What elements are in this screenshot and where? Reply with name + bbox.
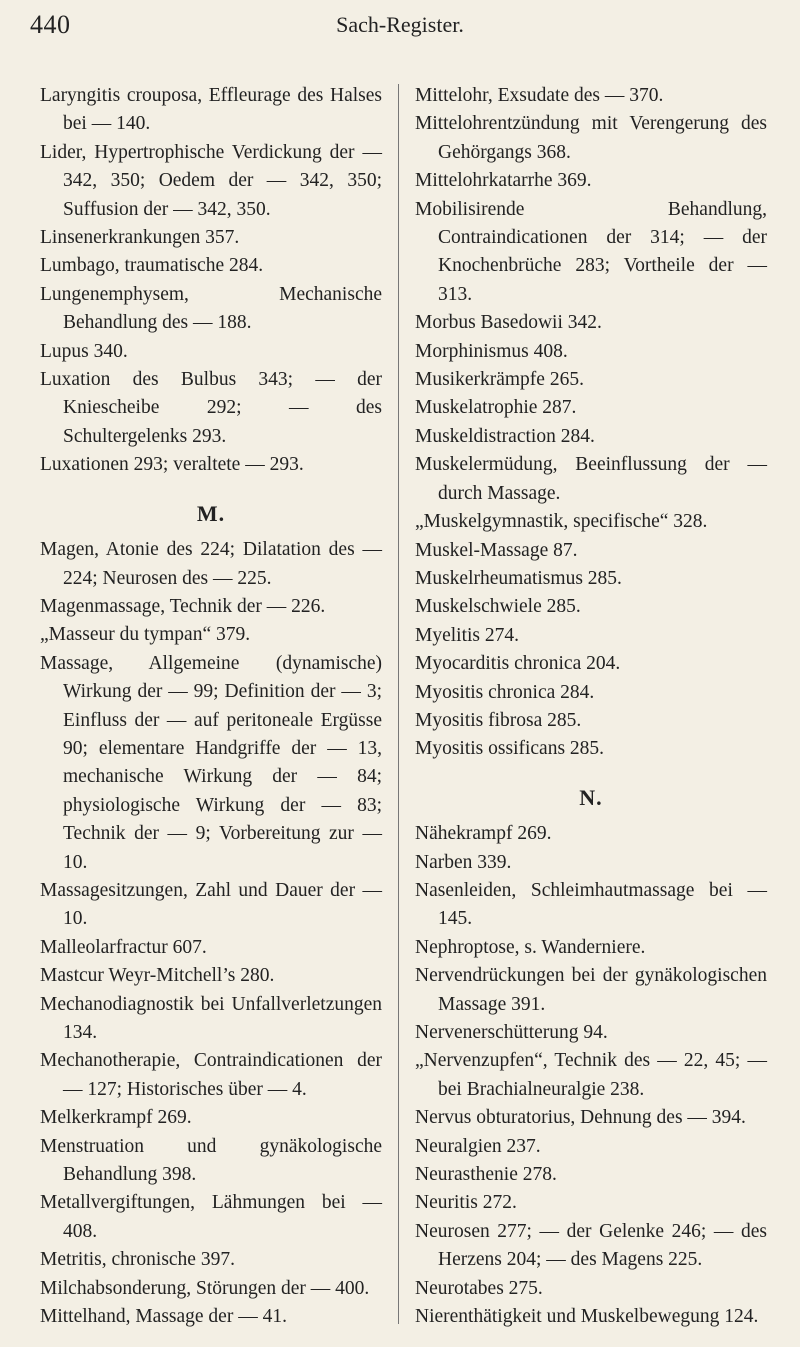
index-entry: Mittelohrkatarrhe 369. bbox=[415, 170, 592, 192]
index-entry: Mechanodiagnostik bei Unfallverletzungen 134. bbox=[40, 993, 382, 1043]
index-entry: Muskelatrophie 287. bbox=[415, 397, 577, 419]
index-entry: Nervendrückungen bei der gynäkologischen Massage 391. bbox=[415, 965, 767, 1015]
index-entry: Mobilisirende Behandlung, Contraindicationen der 314; — der Knochenbrüche 283; Vortheile der — 313. bbox=[415, 198, 767, 305]
index-entry: Muskelermüdung, Beeinflussung der — durch Massage. bbox=[415, 454, 767, 504]
index-entry: Massage, Allgemeine (dynamische) Wirkung der — 99; Definition der — 3; Einfluss der — auf peritoneale Ergüsse 90; elementare Handgriffe der — 13, mechanische Wirkung der — 84; physiologische Wirkung der — 83; Technik der — 9; Vorbereitung zur — 10. bbox=[40, 652, 382, 873]
index-entry: Metallvergiftungen, Lähmungen bei — 408. bbox=[40, 1192, 382, 1242]
index-entry: Milchabsonderung, Störungen der — 400. bbox=[40, 1277, 370, 1299]
index-entry: Magenmassage, Technik der — 226. bbox=[40, 595, 326, 617]
index-entry: Luxationen 293; veraltete — 293. bbox=[40, 454, 304, 476]
section-letter: N. bbox=[579, 784, 603, 810]
index-column-left bbox=[40, 82, 382, 1331]
index-entry: „Nervenzupfen“, Technik des — 22, 45; — bei Brachialneuralgie 238. bbox=[415, 1050, 767, 1100]
running-header: Sach-Register. bbox=[336, 12, 464, 37]
index-entry: Narben 339. bbox=[415, 851, 512, 873]
index-entry: Linsenerkrankungen 357. bbox=[40, 227, 240, 249]
index-entry: Muskelschwiele 285. bbox=[415, 596, 581, 618]
index-entry: Neuralgien 237. bbox=[415, 1135, 541, 1157]
index-entry: Musikerkrämpfe 265. bbox=[415, 369, 584, 391]
page-number: 440 bbox=[30, 10, 71, 39]
index-entry: Mittelohrentzündung mit Verengerung des Gehörgangs 368. bbox=[415, 113, 767, 163]
index-entry: Myositis ossificans 285. bbox=[415, 738, 605, 760]
index-entry: Nervus obturatorius, Dehnung des — 394. bbox=[415, 1107, 746, 1129]
index-entry: Muskelrheumatismus 285. bbox=[415, 567, 622, 589]
index-entry: Lumbago, traumatische 284. bbox=[40, 255, 264, 277]
index-entry: Neurosen 277; — der Gelenke 246; — des Herzens 204; — des Magens 225. bbox=[415, 1220, 767, 1271]
index-entry: Nervenerschütterung 94. bbox=[415, 1022, 608, 1043]
index-entry: Morphinismus 408. bbox=[415, 340, 568, 362]
index-entry: Mastcur Weyr-Mitchell’s 280. bbox=[40, 965, 275, 987]
index-column-right bbox=[415, 82, 767, 1331]
index-entry: „Muskelgymnastik, specifische“ 328. bbox=[415, 511, 708, 533]
index-entry: Magen, Atonie des 224; Dilatation des — 224; Neurosen des — 225. bbox=[40, 539, 382, 589]
index-entry: Metritis, chronische 397. bbox=[40, 1249, 235, 1271]
index-entry: Myositis chronica 284. bbox=[415, 681, 595, 703]
index-entry: Luxation des Bulbus 343; — der Kniescheibe 292; — des Schultergelenks 293. bbox=[40, 369, 382, 447]
index-entry: Massagesitzungen, Zahl und Dauer der — 10. bbox=[40, 879, 382, 930]
index-entry: Nasenleiden, Schleimhautmassage bei — 145. bbox=[415, 879, 767, 930]
index-entry: Lider, Hypertrophische Verdickung der — 342, 350; Oedem der — 342, 350; Suffusion der — 342, 350. bbox=[40, 141, 382, 220]
index-entry: „Masseur du tympan“ 379. bbox=[40, 624, 251, 646]
index-entry: Neuritis 272. bbox=[415, 1192, 517, 1214]
index-entry: Lupus 340. bbox=[40, 340, 128, 362]
index-entry: Morbus Basedowii 342. bbox=[415, 312, 602, 334]
section-letter: M. bbox=[196, 500, 226, 526]
column-divider bbox=[398, 84, 399, 1324]
index-entry: Lungenemphysem, Mechanische Behandlung des — 188. bbox=[40, 283, 382, 334]
index-entry: Malleolarfractur 607. bbox=[40, 936, 207, 958]
index-entry: Neurasthenie 278. bbox=[415, 1164, 557, 1186]
index-entry: Nähekrampf 269. bbox=[415, 823, 552, 845]
index-entry: Mittelhand, Massage der — 41. bbox=[40, 1306, 287, 1328]
index-entry: Muskeldistraction 284. bbox=[415, 425, 595, 447]
index-entry: Mittelohr, Exsudate des — 370. bbox=[415, 85, 664, 106]
index-entry: Nephroptose, s. Wanderniere. bbox=[415, 936, 646, 958]
index-entry: Melkerkrampf 269. bbox=[40, 1107, 192, 1129]
index-entry: Muskel-Massage 87. bbox=[415, 539, 578, 561]
index-entry: Menstruation und gynäkologische Behandlung 398. bbox=[40, 1135, 382, 1186]
index-entry: Nierenthätigkeit und Muskelbewegung 124. bbox=[415, 1306, 759, 1328]
index-entry: Laryngitis crouposa, Effleurage des Halses bei — 140. bbox=[40, 85, 382, 135]
index-entry: Mechanotherapie, Contraindicationen der — 127; Historisches über — 4. bbox=[40, 1050, 382, 1100]
index-entry: Myocarditis chronica 204. bbox=[415, 653, 621, 675]
index-entry: Neurotabes 275. bbox=[415, 1277, 543, 1299]
index-entry: Myelitis 274. bbox=[415, 624, 520, 646]
index-entry: Myositis fibrosa 285. bbox=[415, 709, 582, 731]
